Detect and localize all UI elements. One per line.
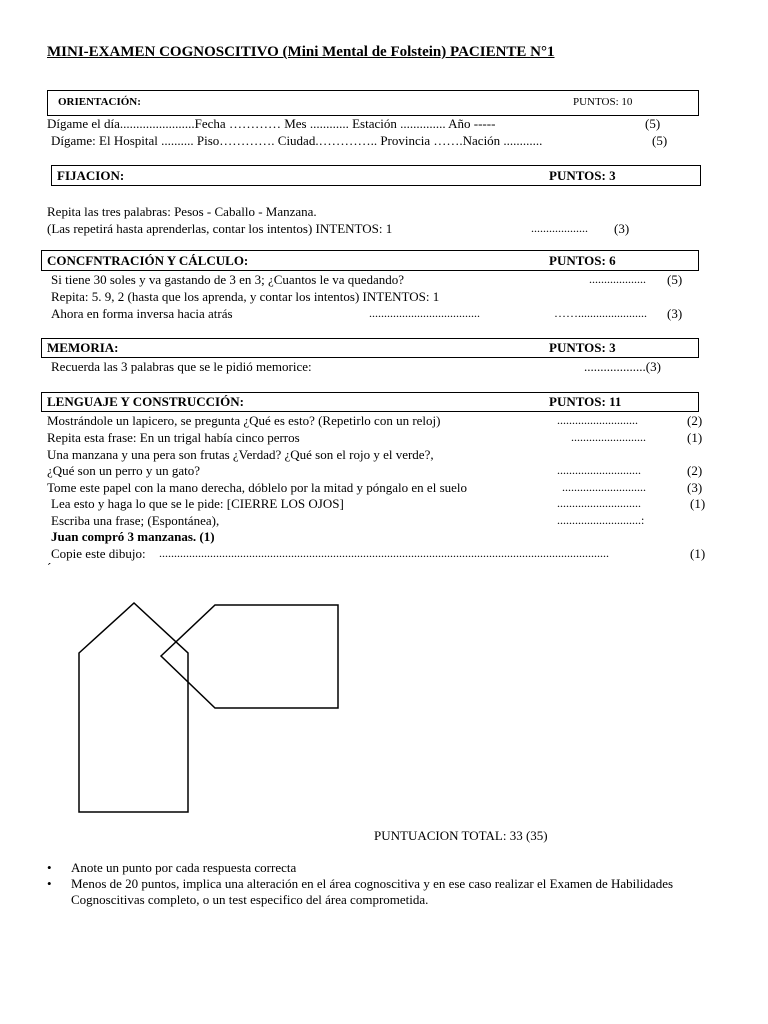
- lenguaje-line-6: Lea esto y haga lo que se le pide: [CIERRE LOS OJOS]: [51, 496, 344, 511]
- score: (3): [667, 306, 683, 321]
- section-header-memoria: [41, 338, 699, 358]
- score: (1): [687, 430, 703, 445]
- score: (3): [687, 480, 703, 495]
- section-points: PUNTOS: 10: [573, 96, 633, 108]
- dots: .........................: [571, 430, 646, 444]
- score: (2): [687, 413, 703, 428]
- lenguaje-line-2: Repita esta frase: En un trigal había cinco perros: [47, 430, 300, 445]
- concentracion-line-2: Repita: 5. 9, 2 (hasta que los aprenda, y contar los intentos) INTENTOS: 1: [51, 289, 440, 304]
- lenguaje-line-9: Copie este dibujo:: [51, 546, 146, 561]
- house-pentagon: [79, 603, 188, 812]
- fijacion-line-1: Repita las tres palabras: Pesos - Caballo - Manzana.: [47, 204, 317, 219]
- lenguaje-line-8: Juan compró 3 manzanas. (1): [51, 529, 215, 544]
- section-header-lenguaje: [41, 392, 699, 412]
- lenguaje-line-7: Escriba una frase; (Espontánea),: [51, 513, 220, 528]
- lenguaje-line-5: Tome este papel con la mano derecha, dóblelo por la mitad y póngalo en el suelo: [47, 480, 468, 495]
- lenguaje-line-3: Una manzana y una pera son frutas ¿Verdad? ¿Qué son el rojo y el verde?,: [47, 447, 434, 462]
- memoria-line-1: Recuerda las 3 palabras que se le pidió memorice:: [51, 359, 312, 374]
- score: (5): [652, 133, 668, 148]
- total-score: PUNTUACION TOTAL: 33 (35): [374, 828, 548, 843]
- dots-score: ...................(3): [584, 359, 661, 374]
- dots: ...................: [531, 221, 588, 235]
- dots: ............................: [562, 480, 646, 494]
- orientacion-line-1: Dígame el día.......................Fecha ………… Mes ............ Estación .............. Año -----: [47, 116, 496, 131]
- stray-mark: ´: [47, 560, 52, 575]
- lenguaje-line-1: Mostrándole un lapicero, se pregunta ¿Qué es esto? (Repetirlo con un reloj): [47, 413, 441, 428]
- section-header-orientacion: [47, 90, 699, 116]
- pentagons-drawing: [0, 590, 768, 820]
- dots: ...................: [589, 272, 646, 286]
- dots: ............................: [557, 496, 641, 510]
- score: (5): [667, 272, 683, 287]
- dots: .....................................: [369, 306, 480, 320]
- section-points: PUNTOS: 11: [549, 394, 622, 409]
- notes-list: [47, 860, 717, 908]
- section-points: PUNTOS: 6: [549, 253, 616, 268]
- concentracion-line-1: Si tiene 30 soles y va gastando de 3 en 3; ¿Cuantos le va quedando?: [51, 272, 405, 287]
- dots: ...........................: [557, 413, 638, 427]
- score: (3): [614, 221, 630, 236]
- section-header-fijacion: [51, 165, 701, 186]
- orientacion-line-2: Dígame: El Hospital .......... Piso…………. Ciudad.………….. Provincia …….Nación ............: [51, 133, 543, 148]
- score: (5): [645, 116, 661, 131]
- section-label: ORIENTACIÓN:: [58, 96, 141, 108]
- section-header-concentracion: [41, 250, 699, 271]
- section-points: PUNTOS: 3: [549, 340, 616, 355]
- note-item: • Anote un punto por cada respuesta correcta: [47, 860, 717, 876]
- lenguaje-line-4: ¿Qué son un perro y un gato?: [47, 463, 201, 478]
- concentracion-line-3: Ahora en forma inversa hacia atrás: [51, 306, 233, 321]
- score: (1): [690, 546, 706, 561]
- score: (1): [690, 496, 706, 511]
- dots: ............................: [557, 463, 641, 477]
- section-label: LENGUAJE Y CONSTRUCCIÓN:: [47, 394, 244, 409]
- page-title: MINI-EXAMEN COGNOSCITIVO (Mini Mental de Folstein) PACIENTE N°1: [47, 44, 555, 60]
- fijacion-line-2: (Las repetirá hasta aprenderlas, contar los intentos) INTENTOS: 1: [47, 221, 393, 236]
- dots: …….......................: [554, 306, 647, 320]
- section-points: PUNTOS: 3: [549, 168, 616, 183]
- section-label: MEMORIA:: [47, 340, 119, 355]
- section-label: CONCFNTRACIÓN Y CÁLCULO:: [47, 253, 249, 268]
- score: (2): [687, 463, 703, 478]
- section-label: FIJACION:: [57, 168, 125, 183]
- dots: ............................:: [557, 513, 645, 527]
- dots: ......................................................................................................................................................: [159, 546, 609, 560]
- note-item: • Menos de 20 puntos, implica una alteración en el área cognoscitiva y en ese caso realizar el Examen de Habilidades Cognoscitivas completo, o un test especifico del área comprometida.: [47, 876, 717, 908]
